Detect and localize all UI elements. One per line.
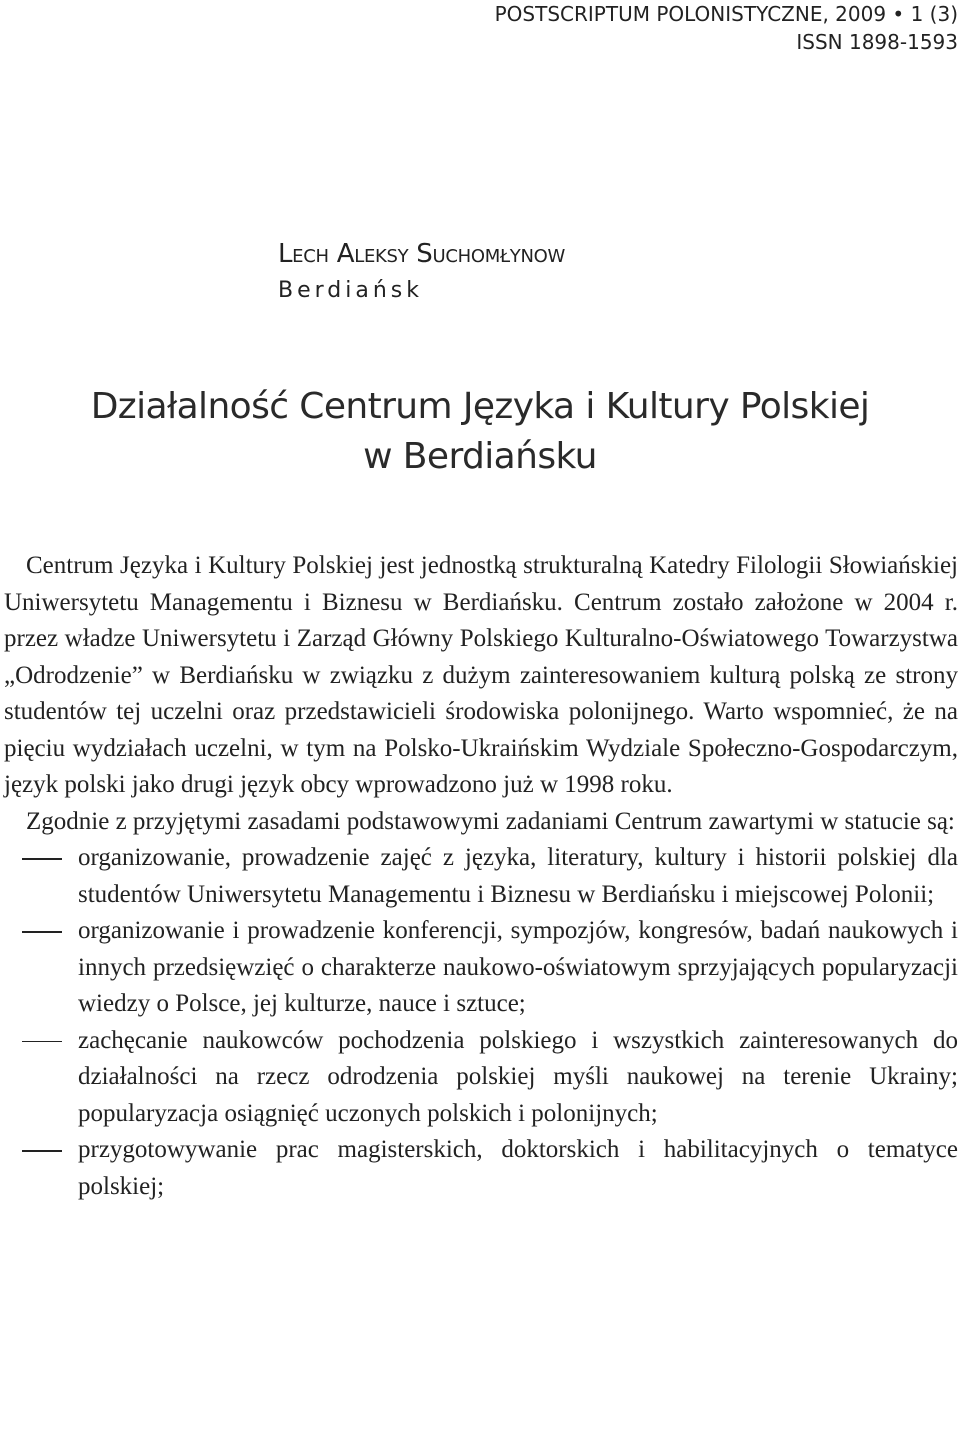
list-item [4, 840, 958, 913]
paragraph: Centrum Języka i Kultury Polskiej jest jednostką strukturalną Katedry Filologii Słowiańskiej Uniwersytetu Managementu i Biznesu w Berdiańsku. Centrum zostało założone w 2004 r. przez władze Uniwersytetu i Zarząd Główny Polskiego Kulturalno-Oświatowego Towarzystwa „Odrodzenie” w Berdiańsku w związku z dużym zainteresowaniem kulturą polską ze strony studentów tej uczelni oraz przedstawicieli środowiska polonijnego. Warto wspomnieć, że na pięciu wydziałach uczelni, w tym na Polsko-Ukraińskim Wydziale Społeczno-Gospodarczym, język polski jako drugi język obcy wprowadzono już w 1998 roku. [4, 552, 958, 798]
list-item-text: organizowanie, prowadzenie zajęć z języka, literatury, kultury i historii polskiej dla studentów Uniwersytetu Managementu i Biznesu w Berdiańsku i miejscowej Polonii; [78, 844, 958, 908]
dash-bullet-icon [22, 1150, 62, 1152]
list-item-text: przygotowywanie prac magisterskich, doktorskich i habilitacyjnych o tematyce polskiej; [78, 1136, 958, 1200]
list-item-text: organizowanie i prowadzenie konferencji, sympozjów, kongresów, badań naukowych i innych przedsięwzięć o charakterze naukowo-oświatowym sprzyjających popularyzacji wiedzy o Polsce, jej kulturze, nauce i sztuce; [78, 917, 958, 1017]
task-list [4, 840, 958, 1205]
author-name: Lech Aleksy Suchomłynow [278, 239, 566, 269]
article-title [0, 382, 960, 482]
dash-bullet-icon [22, 858, 62, 860]
list-item [4, 1132, 958, 1205]
list-item [4, 913, 958, 1023]
article-title-line-1: Działalność Centrum Języka i Kultury Polskiej [90, 386, 870, 427]
author-city: Berdiańsk [278, 278, 423, 303]
list-item-text: zachęcanie naukowców pochodzenia polskiego i wszystkich zainteresowanych do działalności na rzecz odrodzenia polskiej myśli naukowej na terenie Ukrainy; popularyzacja osiągnięć uczonych polskich i polonijnych; [78, 1026, 958, 1127]
dash-bullet-icon [22, 931, 62, 933]
journal-title: POSTSCRIPTUM POLONISTYCZNE, 2009 • 1 (3) [494, 2, 958, 26]
paragraph: Zgodnie z przyjętymi zasadami podstawowymi zadaniami Centrum zawartymi w statucie są: [26, 807, 955, 835]
article-title-line-2: w Berdiańsku [363, 436, 597, 477]
journal-header [495, 0, 958, 56]
dash-bullet-icon [22, 1041, 62, 1043]
article-body [4, 548, 958, 1205]
list-item [4, 1023, 958, 1133]
issn-number: ISSN 1898-1593 [796, 30, 958, 54]
